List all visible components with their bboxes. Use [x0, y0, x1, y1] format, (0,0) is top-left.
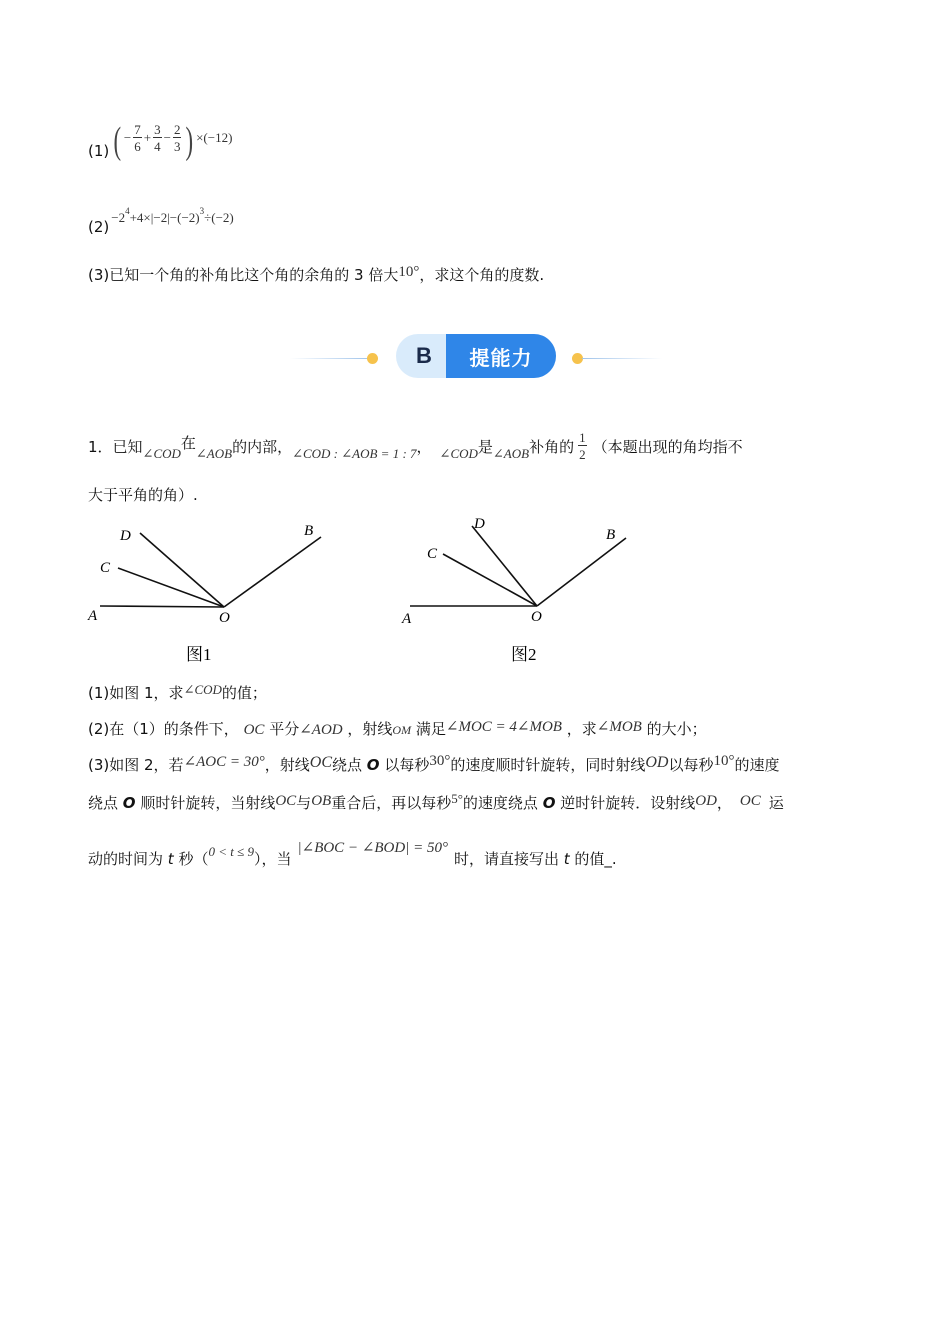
label-o: O	[219, 610, 230, 626]
label-a: A	[88, 608, 98, 624]
ray-od	[472, 526, 537, 606]
label-c: C	[427, 546, 438, 562]
ray-ob	[537, 538, 626, 606]
figure-2	[395, 510, 655, 675]
figure-1-caption: 图1	[186, 645, 212, 664]
label-a: A	[402, 611, 412, 627]
banner-left-line	[290, 358, 370, 359]
right-paren: )	[185, 120, 194, 162]
subquestion-3-line2: 绕点 O 顺时针旋转，当射线OC与OB重合后，再以每秒5°的速度绕点 O 逆时针旋转．设射线OD， OC 运	[88, 791, 784, 812]
q2-expression: $-2^4+4\times|-2|-(-2)^3\div(-2)$	[111, 206, 234, 225]
label-d: D	[120, 528, 131, 544]
section-banner	[396, 334, 556, 378]
banner-left-dot	[367, 353, 378, 364]
label-b: B	[606, 527, 616, 543]
question-a2-label: (2)	[88, 218, 110, 236]
subquestion-3-line3: 动的时间为 t 秒（0 < t ≤ 9），当|∠BOC − ∠BOD| = 50°时，请直接写出 t 的值_.	[88, 840, 617, 868]
problem-intro-line1: 1．已知 ∠COD 在 ∠AOB 的内部， ∠COD : ∠AOB = 1 : 7 ， ∠COD 是 ∠AOB 补角的 $\frac{1}{2}$ （本题出现的角均指不	[88, 430, 743, 462]
label-d: D	[474, 516, 485, 532]
question-a2	[88, 206, 234, 236]
subquestion-1: (1)如图 1，求∠COD的值；	[88, 682, 267, 702]
q1-expression: − $\frac{7}{6}$ + $\frac{3}{4}$ − $\frac{2}{3}$	[123, 122, 181, 154]
subquestion-2: (2)在（1）的条件下， OC 平分∠AOD ，射线OM 满足∠MOC = 4∠MOB ，求∠MOB 的大小；	[88, 719, 707, 738]
label-o: O	[531, 609, 542, 625]
ray-oc	[443, 554, 537, 606]
figure-2-caption: 图2	[511, 645, 537, 664]
problem-intro-line2: 大于平角的角）.	[88, 486, 198, 504]
q1-tail: ×(−12)	[196, 130, 233, 145]
banner-title: 提能力	[446, 334, 556, 378]
banner-letter: B	[416, 343, 432, 368]
question-a1	[88, 116, 232, 160]
ray-oa	[100, 606, 224, 607]
banner-right-line	[582, 358, 662, 359]
ray-oc	[118, 568, 224, 607]
left-paren: (	[113, 120, 122, 162]
question-a1-label: (1)	[88, 142, 110, 160]
ray-ob	[224, 537, 321, 607]
ray-od	[140, 533, 224, 607]
question-a3: (3)已知一个角的补角比这个角的余角的 3 倍大10°，求这个角的度数.	[88, 264, 545, 284]
label-c: C	[100, 560, 111, 576]
figure-1	[80, 515, 340, 675]
subquestion-3-line1: (3)如图 2，若∠AOC = 30°，射线OC绕点 O 以每秒30°的速度顺时针旋转，同时射线OD以每秒10°的速度	[88, 753, 780, 774]
label-b: B	[304, 523, 314, 539]
